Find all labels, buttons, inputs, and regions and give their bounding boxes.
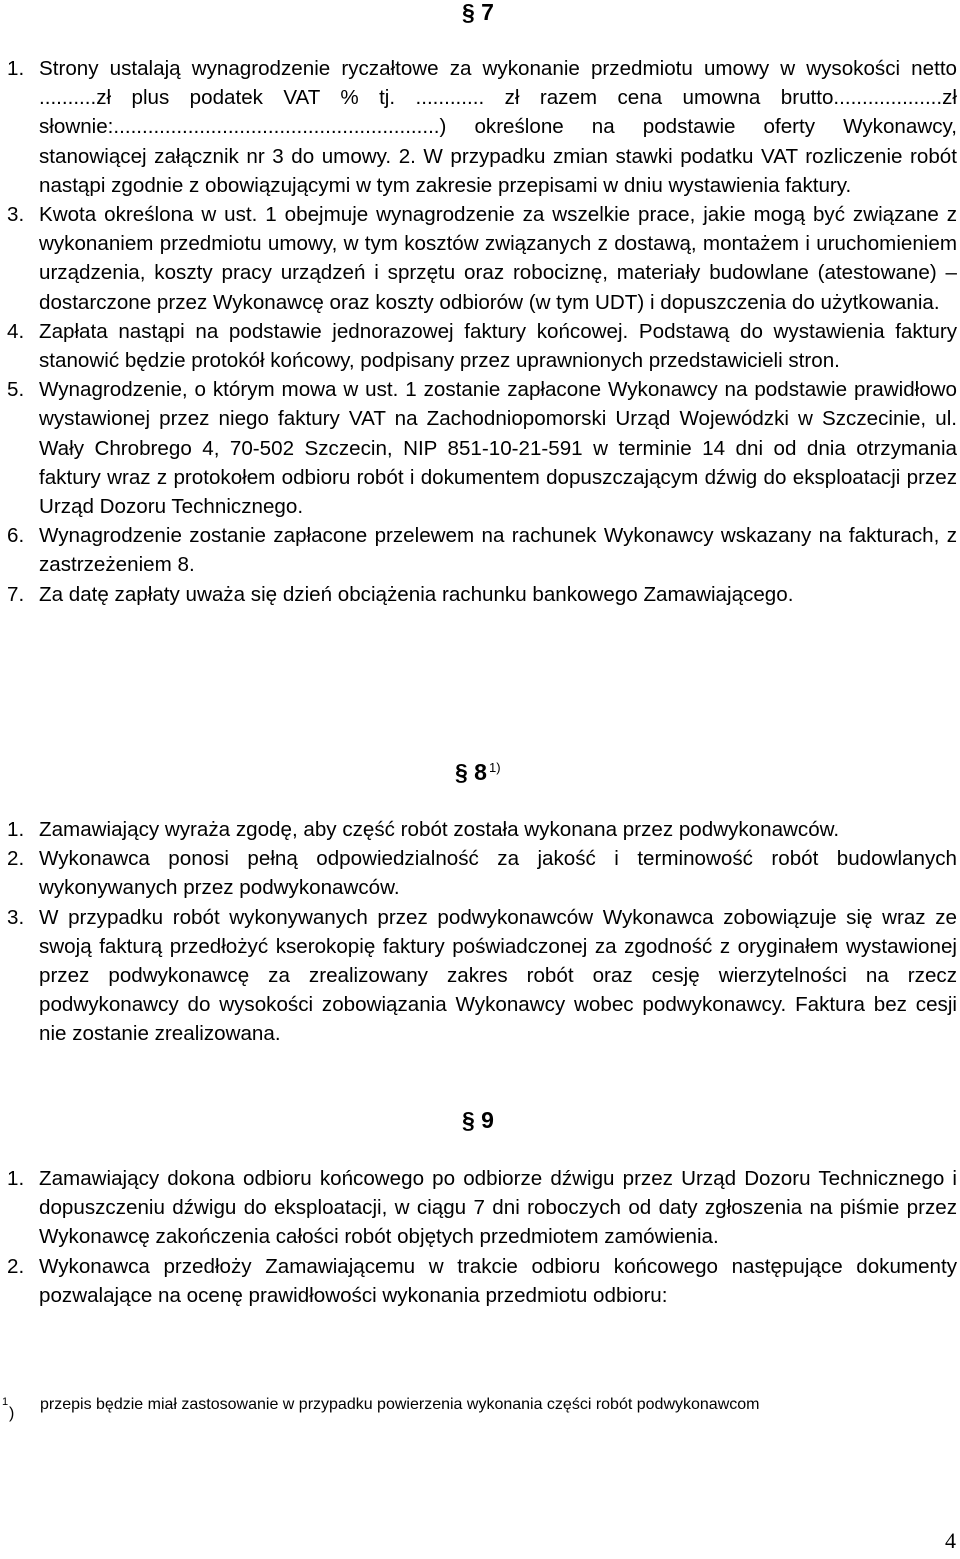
item-number: 5.: [7, 378, 25, 402]
item-text: Wykonawca przedłoży Zamawiającemu w trakcie odbioru końcowego następujące dokumenty pozwalające na ocenę prawidłowości wykonania przedmiotu odbioru:: [39, 1254, 957, 1307]
item-text: Zamawiający dokona odbioru końcowego po odbiorze dźwigu przez Urząd Dozoru Technicznego i dopuszczeniu dźwigu do eksploatacji, w ciągu 7 dni roboczych od daty zgłoszenia na piśmie przez Wykonawcę zakończenia całości robót objętych przedmiotem zamówienia.: [39, 1167, 957, 1249]
item-number: 1.: [7, 818, 25, 841]
item-text: Wynagrodzenie zostanie zapłacone przelewem na rachunek Wykonawcy wskazany na fakturach, z zastrzeżeniem 8.: [39, 524, 957, 577]
item-number: 3.: [7, 905, 25, 929]
item-number: 3.: [7, 203, 25, 227]
section-7-body: [7, 54, 957, 609]
item-text: Kwota określona w ust. 1 obejmuje wynagrodzenie za wszelkie prace, jakie mogą być związane z wykonaniem przedmiotu umowy, w tym kosztów związanych z dostawą, montażem i uruchomieniem urządzenia, koszty pracy urządzeń i sprzętu oraz robociznę, materiały budowlane (atestowane) – dostarczone przez Wykonawcę oraz koszty odbiorów (w tym UDT) i dopuszczenia do użytkowania.: [39, 203, 957, 314]
section-7-heading: [462, 0, 494, 26]
item-number: 2.: [7, 1254, 25, 1278]
item-text: Strony ustalają wynagrodzenie ryczałtowe za wykonanie przedmiotu umowy w wysokości netto ..........zł plus podatek VAT % tj. ............ zł razem cena umowna brutto...................zł słownie:.........................................................) określone na podstawie oferty Wykonawcy, stanowiącej załącznik nr 3 do umowy. 2. W przypadku zmian stawki podatku VAT rozliczenie robót nastąpi zgodnie z obowiązującymi w tym zakresie przepisami w dniu wystawienia faktury.: [39, 57, 957, 197]
section-9-heading: [462, 1106, 494, 1134]
footnote-reference: 1): [488, 760, 501, 775]
footnote-paren: ): [9, 1405, 15, 1422]
section-heading-text: § 8: [455, 759, 487, 785]
section-8-heading: [455, 758, 501, 786]
section-heading-text: § 7: [462, 0, 494, 25]
item-text: Zamawiający wyraża zgodę, aby część robót została wykonana przez podwykonawców.: [39, 818, 840, 841]
section-heading-text: § 9: [462, 1107, 494, 1133]
section-8-item-3: [7, 903, 957, 1049]
footnote-text: przepis będzie miał zastosowanie w przypadku powierzenia wykonania części robót podwykonawcom: [40, 1396, 760, 1413]
item-number: 4.: [7, 319, 25, 343]
item-text: Wykonawca ponosi pełną odpowiedzialność za jakość i terminowość robót budowlanych wykonywanych przez podwykonawców.: [39, 847, 957, 900]
page-number: 4: [945, 1528, 956, 1553]
section-8-item-2: [7, 844, 957, 902]
item-number: 7.: [7, 582, 25, 606]
item-text: Zapłata nastąpi na podstawie jednorazowej faktury końcowej. Podstawą do wystawienia faktury stanowić będzie protokół końcowy, podpisany przez uprawnionych przedstawicieli stron.: [39, 319, 957, 373]
footnote-mark: 1: [2, 1396, 9, 1408]
section-7-item-1: [7, 54, 957, 200]
section-9-body: [7, 1164, 957, 1310]
item-number: 2.: [7, 847, 25, 871]
section-9-item-1: [7, 1164, 957, 1252]
item-text: Wynagrodzenie, o którym mowa w ust. 1 zostanie zapłacone Wykonawcy na podstawie prawidłowo wystawionej przez niego faktury VAT na Zachodniopomorski Urząd Wojewódzki w Szczecinie, ul. Wały Chrobrego 4, 70-502 Szczecin, NIP 851-10-21-591 w terminie 14 dni od dnia otrzymania faktury wraz z protokołem odbioru robót i dokumentem dopuszczającym dźwig do eksploatacji przez Urząd Dozoru Technicznego.: [39, 378, 957, 519]
section-7-item-4: [7, 317, 957, 375]
section-7-item-5: [7, 375, 957, 521]
section-7-item-3: [7, 200, 957, 317]
section-9-item-2: [7, 1252, 957, 1310]
item-text: W przypadku robót wykonywanych przez podwykonawców Wykonawca zobowiązuje się wraz ze swoją fakturą przedłożyć kserokopię faktury poświadczonej za zgodność z oryginałem wystawionej przez podwykonawcę za zrealizowany zakres robót oraz cesję wierzytelności na rzecz podwykonawcy do wysokości zobowiązania Wykonawcy wobec podwykonawcy. Faktura bez cesji nie zostanie zrealizowana.: [39, 905, 957, 1046]
section-7-item-7: [7, 580, 957, 609]
footnote: [0, 1394, 957, 1422]
item-text: Za datę zapłaty uważa się dzień obciążenia rachunku bankowego Zamawiającego.: [39, 582, 794, 606]
item-number: 1.: [7, 1167, 25, 1190]
section-8-body: [7, 815, 957, 1049]
section-7-item-6: [7, 521, 957, 579]
item-number: 1.: [7, 57, 25, 80]
item-number: 6.: [7, 524, 25, 548]
section-8-item-1: [7, 815, 957, 844]
